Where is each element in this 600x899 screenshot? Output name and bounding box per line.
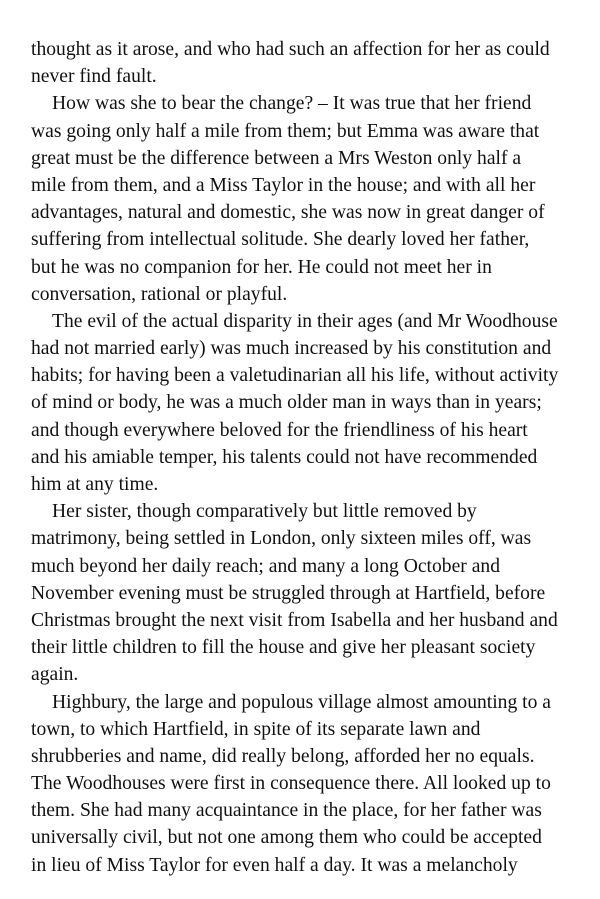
text-line: mile from them, and a Miss Taylor in the house; and with all her: [31, 174, 536, 196]
text-line: universally civil, but not one among them who could be accepted: [31, 827, 542, 849]
text-line: had not married early) was much increased by his constitution and: [31, 338, 552, 360]
text-line: matrimony, being settled in London, only sixteen miles off, was: [31, 528, 532, 550]
text-line: November evening must be struggled through at Hartfield, before: [31, 582, 546, 604]
text-line: him at any time.: [31, 474, 159, 495]
text-line: them. She had many acquaintance in the place, for her father was: [31, 800, 542, 822]
text-line: and his amiable temper, his talents could not have recommended: [31, 446, 538, 468]
text-line: advantages, natural and domestic, she was now in great danger of: [31, 202, 545, 224]
paragraph-first-line: Highbury, the large and populous village almost amounting to a: [52, 691, 552, 713]
text-line: was going only half a mile from them; but Emma was aware that: [31, 120, 540, 142]
text-line: thought as it arose, and who had such an affection for her as could: [31, 39, 550, 60]
text-line: Christmas brought the next visit from Isabella and her husband and: [31, 609, 558, 631]
paragraph-first-line: How was she to bear the change? – It was true that her friend: [52, 93, 532, 115]
text-line: town, to which Hartfield, in spite of its separate lawn and: [31, 718, 481, 740]
text-line: suffering from intellectual solitude. She dearly loved her father,: [31, 229, 530, 251]
text-line: conversation, rational or playful.: [31, 283, 288, 305]
text-line: but he was no companion for her. He could not meet her in: [31, 256, 492, 278]
text-line: their little children to fill the house and give her pleasant society: [31, 637, 536, 659]
text-line: habits; for having been a valetudinarian all his life, without activity: [31, 365, 559, 387]
text-line: never find fault.: [31, 66, 157, 88]
text-line: shrubberies and name, did really belong, afforded her no equals.: [31, 745, 535, 767]
text-line: great must be the difference between a Mrs Weston only half a: [31, 147, 522, 169]
text-line: The Woodhouses were first in consequence there. All looked up to: [31, 773, 551, 795]
text-line: again.: [31, 664, 79, 686]
paragraph-first-line: Her sister, though comparatively but little removed by: [52, 501, 477, 523]
page-text: [31, 36, 576, 879]
text-line: of mind or body, he was a much older man in ways than in years;: [31, 392, 542, 414]
text-line: in lieu of Miss Taylor for even half a day. It was a melancholy: [31, 854, 518, 876]
paragraph-first-line: The evil of the actual disparity in their ages (and Mr Woodhouse: [52, 310, 558, 332]
text-line: much beyond her daily reach; and many a long October and: [31, 555, 500, 577]
text-line: and though everywhere beloved for the friendliness of his heart: [31, 419, 528, 441]
